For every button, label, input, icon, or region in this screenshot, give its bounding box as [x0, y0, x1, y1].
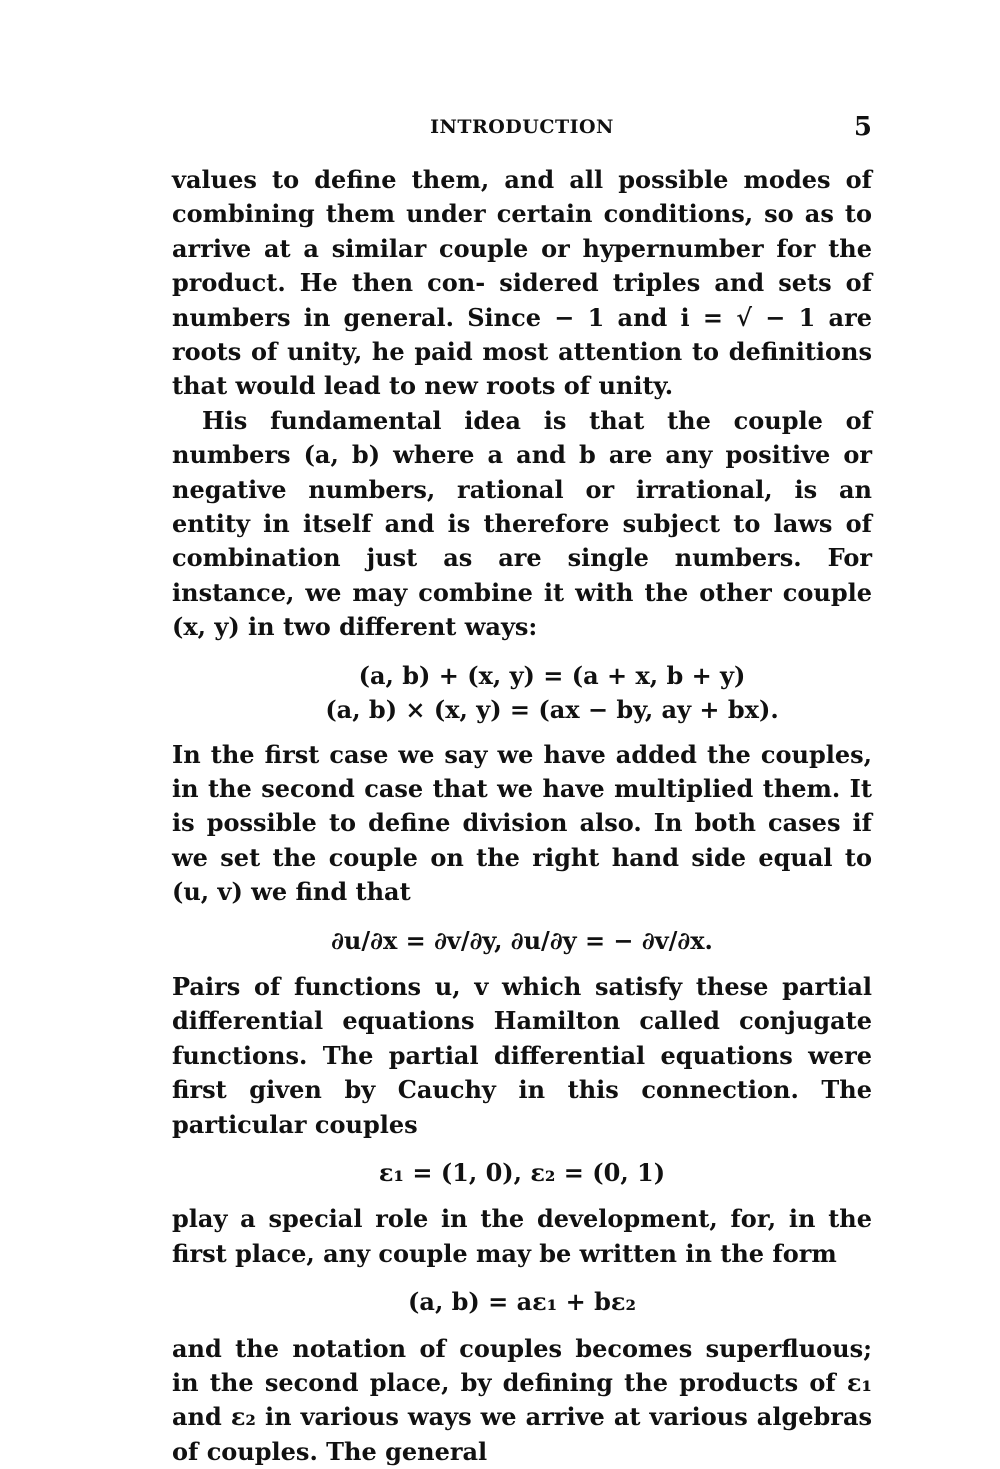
text-line: or irrational, is an entity in itself and is therefore subject: [172, 474, 872, 539]
text-line: values to define them, and all possible modes of combining: [172, 165, 872, 229]
text-line: them under certain conditions, so as to arrive at a similar: [172, 199, 873, 263]
text-line: second place, by defining the products of ε₁ and ε₂ in various: [172, 1368, 873, 1432]
text-line: second case that we have multiplied them. It is possible: [172, 773, 872, 838]
body-text: [172, 163, 872, 1469]
equation-cauchy-riemann: ∂u/∂x = ∂v/∂y, ∂u/∂y = − ∂v/∂x.: [331, 925, 713, 955]
equation-unit-couples: ε₁ = (1, 0), ε₂ = (0, 1): [378, 1157, 666, 1187]
couple-operations-equations: [172, 659, 872, 728]
text-line: ways we arrive at various algebras of couples. The general: [172, 1402, 873, 1466]
text-line: on the right hand side equal to (u, v) we find that: [172, 842, 873, 907]
equation-sum: (a, b) + (x, y) = (a + x, b + y): [358, 660, 746, 690]
paragraph-3: [172, 738, 872, 910]
text-line: instance, we may combine it with the other couple (x, y): [172, 577, 872, 642]
text-line: and the notation of couples becomes superfluous; in the: [172, 1333, 872, 1397]
page-number: 5: [853, 112, 872, 142]
text-line: equations Hamilton called conjugate functions. The partial: [172, 1006, 872, 1070]
paragraph-4: [172, 970, 872, 1142]
text-line: in two different ways:: [248, 612, 538, 642]
text-line: His fundamental idea is that the couple of numbers (a, b): [172, 405, 872, 470]
text-line: couple or hypernumber for the product. He then con-: [172, 233, 873, 298]
text-line: to define division also. In both cases if we set the couple: [172, 808, 872, 872]
text-line: to laws of combination just as are single numbers. For: [172, 509, 872, 573]
paragraph-5: [172, 1202, 872, 1271]
text-line: to definitions that would lead to new roots of unity.: [172, 337, 873, 401]
equation-product: (a, b) × (x, y) = (ax − by, ay + bx).: [325, 695, 779, 725]
paragraph-6: [172, 1332, 872, 1469]
equation-decomposition: (a, b) = aε₁ + bε₂: [408, 1287, 636, 1317]
running-head: [172, 112, 872, 142]
text-line: play a special role in the development, for, in the first: [172, 1204, 872, 1268]
paragraph-1: [172, 163, 872, 404]
text-line: and i = √ − 1 are roots of unity, he paid most attention: [172, 302, 873, 367]
text-line: In the first case we say we have added the couples, in the: [172, 739, 872, 803]
paragraph-2: [172, 404, 872, 645]
text-line: Pairs of functions u, v which satisfy these partial differential: [172, 971, 872, 1036]
running-title: INTRODUCTION: [430, 116, 614, 138]
text-line: where a and b are any positive or negative numbers, rational: [172, 440, 873, 504]
text-line: differential equations were first given by Cauchy in this: [172, 1040, 872, 1105]
text-line: sidered triples and sets of numbers in general. Since − 1: [172, 268, 873, 332]
text-line: connection. The particular couples: [172, 1075, 872, 1139]
text-line: place, any couple may be written in the form: [235, 1238, 837, 1268]
